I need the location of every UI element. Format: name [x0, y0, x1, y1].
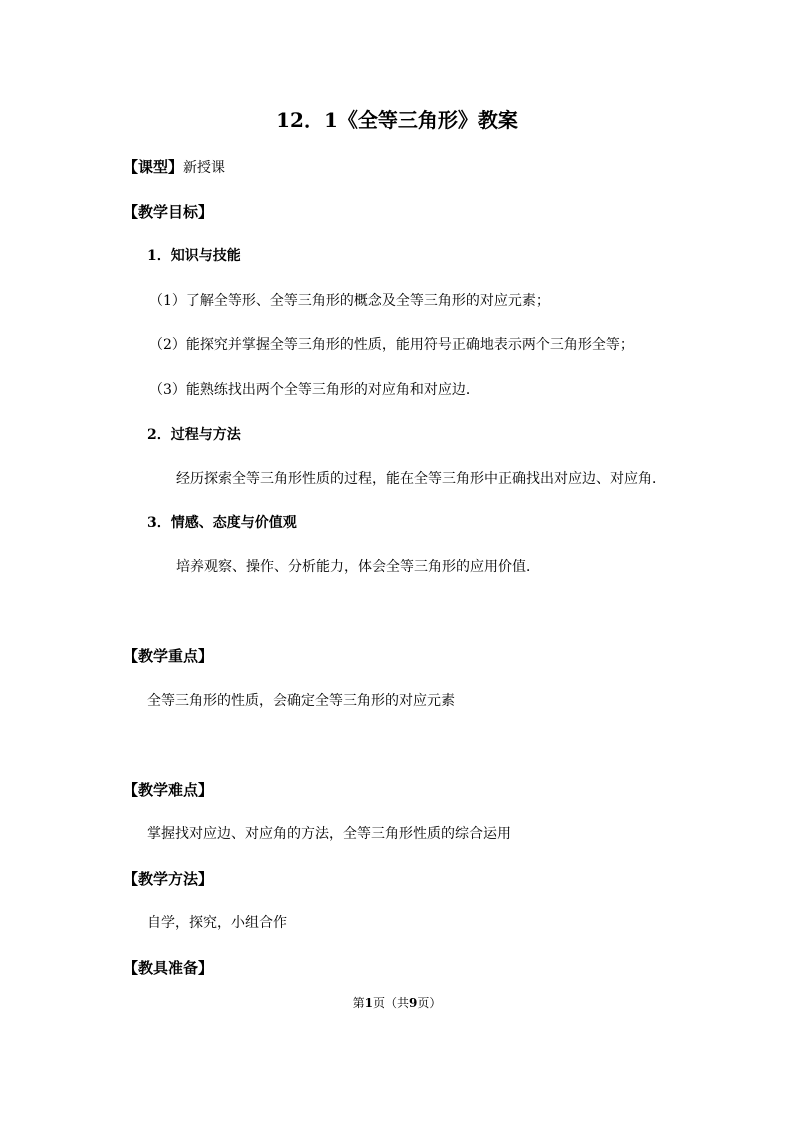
lesson-type-row: [123, 157, 225, 178]
page-footer: [0, 994, 794, 1011]
page-title: 12．1《全等三角形》教案: [276, 108, 518, 132]
footer-page-number: 1: [364, 996, 373, 1010]
footer-total-pages: 9: [409, 996, 418, 1010]
footer-suffix: 页）: [417, 996, 442, 1010]
difficulties-heading: 【教学难点】: [123, 781, 214, 799]
methods-heading: 【教学方法】: [123, 870, 214, 888]
lesson-type-label: 【课型】: [123, 158, 184, 176]
knowledge-item-3: （3）能熟练找出两个全等三角形的对应角和对应边．: [149, 382, 480, 398]
knowledge-heading: 1．知识与技能: [147, 248, 241, 264]
knowledge-item-2: （2）能探究并掌握全等三角形的性质，能用符号正确地表示两个三角形全等；: [149, 337, 634, 353]
materials-heading: 【教具准备】: [123, 959, 214, 977]
attitude-heading: 3．情感、态度与价值观: [147, 515, 297, 531]
lesson-type-value: 新授课: [183, 160, 226, 176]
knowledge-item-1: （1）了解全等形、全等三角形的概念及全等三角形的对应元素；: [149, 293, 550, 309]
key-points-heading: 【教学重点】: [123, 647, 214, 665]
key-points-text: 全等三角形的性质，会确定全等三角形的对应元素: [147, 693, 455, 709]
difficulties-text: 掌握找对应边、对应角的方法，全等三角形性质的综合运用: [147, 826, 511, 842]
process-heading: 2．过程与方法: [147, 427, 241, 443]
footer-middle: 页（共: [372, 996, 409, 1010]
objectives-heading: 【教学目标】: [123, 203, 214, 221]
methods-text: 自学，探究，小组合作: [147, 915, 287, 931]
attitude-text: 培养观察、操作、分析能力，体会全等三角形的应用价值．: [176, 559, 540, 575]
process-text: 经历探索全等三角形性质的过程，能在全等三角形中正确找出对应边、对应角．: [176, 471, 666, 487]
footer-prefix: 第: [352, 996, 365, 1010]
